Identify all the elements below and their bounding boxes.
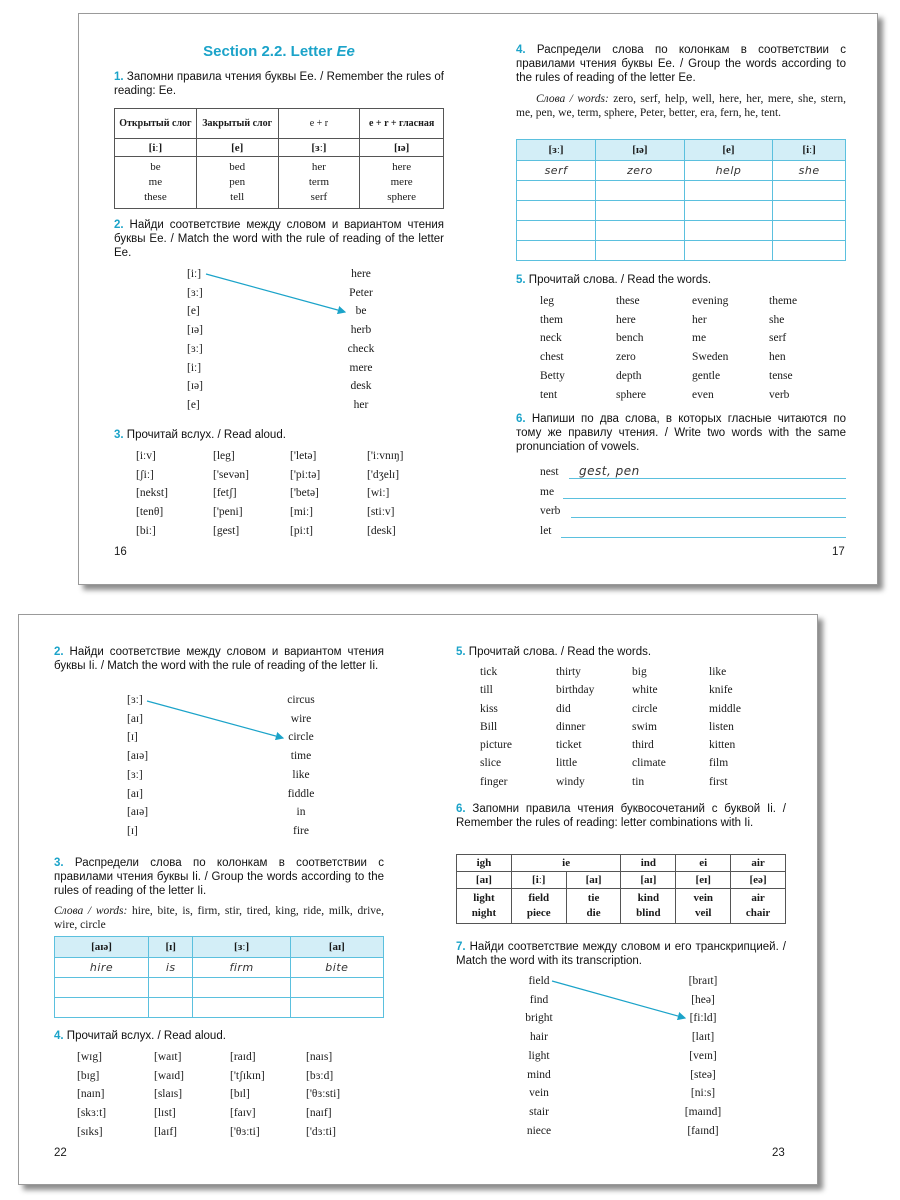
answer-cell[interactable]: bite (290, 958, 383, 978)
exercise-number: 7. (456, 941, 466, 953)
match-sound[interactable]: [ɪ] (127, 824, 138, 837)
match-sound[interactable]: [ɪə] (187, 324, 203, 337)
match-transcription[interactable]: [heə] (691, 993, 715, 1006)
words-col-4: theme she serf hen tense verb (769, 295, 798, 401)
match-word[interactable]: Peter (349, 286, 373, 299)
exercise-text: Запомни правила чтения буквосочетаний с буквой Ii. / Remember the rules of reading: letter combinations with Ii. (456, 803, 786, 829)
match-sound[interactable]: [aɪ] (127, 787, 143, 800)
empty-cell[interactable] (596, 221, 685, 241)
match-sound[interactable]: [iː] (187, 268, 202, 280)
read-aloud-col-3: ['letə] ['piːtə] ['betə] [miː] [piːt] (290, 450, 321, 537)
grouping-table (516, 139, 846, 261)
column-header: [ɪə] (596, 140, 685, 161)
sound-cell: [iː] (115, 139, 197, 157)
match-word[interactable]: light (528, 1049, 550, 1062)
exercise-3-instruction (114, 428, 444, 442)
exercise-5-instruction (516, 273, 846, 287)
table-header: e + r + гласная (360, 109, 444, 139)
match-sound[interactable]: [ɪə] (187, 380, 203, 393)
letter-combinations-table (456, 854, 786, 924)
table-cell: here mere sphere (360, 157, 444, 209)
empty-cell[interactable] (684, 221, 773, 241)
answer-cell[interactable]: serf (517, 161, 596, 181)
write-labels: nest me verb let (540, 466, 561, 537)
empty-cell[interactable] (517, 201, 596, 221)
word-list-label: Слова / words: (536, 93, 609, 105)
empty-cell[interactable] (684, 241, 773, 261)
match-transcription[interactable]: [laɪt] (691, 1031, 715, 1044)
words-col-1: tick till kiss Bill picture slice finger (480, 666, 512, 788)
exercise-number: 4. (516, 44, 526, 56)
read-aloud-col-2: [waɪt] [waɪd] [slaɪs] [lɪst] [laɪf] (154, 1051, 185, 1138)
sound-cell: [ɜː] (278, 139, 360, 157)
words-col-3: big white circle swim third climate tin (632, 666, 666, 788)
empty-cell[interactable] (55, 998, 149, 1018)
words-col-4: like knife middle listen kitten film first (709, 666, 741, 788)
match-word[interactable]: circus (287, 694, 315, 706)
exercise-text: Прочитай вслух. / Read aloud. (66, 1030, 226, 1042)
match-word[interactable]: mind (527, 1068, 551, 1081)
match-sound[interactable]: [ɜː] (187, 342, 203, 355)
exercise-number: 6. (456, 803, 466, 815)
table-cell: kind blind (621, 889, 676, 924)
empty-cell[interactable] (773, 241, 846, 261)
answer-cell[interactable]: firm (193, 958, 290, 978)
match-word[interactable]: fiddle (287, 787, 315, 800)
match-transcription[interactable]: [steə] (690, 1068, 716, 1081)
spread-pages-16-17 (78, 13, 878, 585)
table-header: igh (457, 855, 512, 872)
exercise-number: 2. (54, 646, 64, 658)
empty-cell[interactable] (773, 221, 846, 241)
word-list (54, 904, 384, 932)
exercise-number: 2. (114, 219, 124, 231)
empty-cell[interactable] (149, 978, 193, 998)
answer-cell[interactable]: is (149, 958, 193, 978)
table-cell: field piece (511, 889, 566, 924)
section-title-letter: Ee (336, 43, 355, 60)
match-word[interactable]: circle (288, 731, 314, 744)
empty-cell[interactable] (596, 201, 685, 221)
empty-cell[interactable] (193, 998, 290, 1018)
page-number: 23 (772, 1147, 785, 1159)
match-right-column (671, 972, 735, 1140)
match-word[interactable]: hair (530, 1031, 548, 1044)
sound-cell: [e] (196, 139, 278, 157)
table-cell: be me these (115, 157, 197, 209)
words-col-3: evening her me Sweden gentle even (692, 295, 729, 401)
sound-cell: [eɪ] (676, 872, 731, 889)
write-line[interactable] (569, 478, 846, 479)
write-line[interactable] (563, 498, 846, 499)
empty-cell[interactable] (517, 221, 596, 241)
match-word[interactable]: here (351, 268, 371, 280)
match-sound[interactable]: [ɜː] (127, 768, 143, 781)
empty-cell[interactable] (517, 181, 596, 201)
section-title-text: Section 2.2. Letter (203, 43, 337, 60)
page-number: 17 (832, 546, 845, 558)
exercise-number: 1. (114, 71, 124, 83)
match-word[interactable]: niece (526, 1124, 552, 1137)
empty-cell[interactable] (684, 201, 773, 221)
exercise-number: 3. (54, 857, 64, 869)
page-number: 22 (54, 1147, 67, 1159)
exercise-text: Напиши по два слова, в которых гласные читаются по тому же правилу чтения. / Write two words with the same pronunciation of vowels. (516, 413, 846, 453)
exercise-4-instruction (516, 43, 846, 85)
read-aloud-col-1: [iːv] [ʃiː] [nekst] [tenθ] [biː] (136, 450, 168, 537)
sound-cell: [ɪə] (360, 139, 444, 157)
word-list (516, 92, 846, 120)
table-header: ei (676, 855, 731, 872)
word-list-text: hire, bite, is, firm, stir, tired, king, ride, milk, drive, wire, circle (54, 905, 384, 931)
match-word[interactable]: vein (529, 1087, 549, 1100)
grouping-table (54, 936, 384, 1018)
spread-pages-22-23 (18, 614, 818, 1185)
empty-cell[interactable] (684, 181, 773, 201)
table-cell: her term serf (278, 157, 360, 209)
exercise-text: Распредели слова по колонкам в соответствии с правилами чтения буквы Ii. / Group the words according to the rules of reading of the letter Ii. (54, 857, 384, 897)
match-word[interactable]: wire (290, 712, 312, 725)
read-aloud-col-3: [raɪd] ['tʃɪkɪn] [bɪl] [faɪv] ['θɜːti] (230, 1051, 265, 1138)
sound-cell: [eə] (731, 872, 786, 889)
exercise-text: Распредели слова по колонкам в соответствии с правилами чтения буквы Ee. / Group the words according to the rules of reading of the letter Ee. (516, 44, 846, 84)
match-word[interactable]: stair (529, 1105, 549, 1118)
exercise-6-instruction (456, 802, 786, 830)
exercise-number: 6. (516, 413, 526, 425)
match-word[interactable]: be (355, 305, 367, 318)
empty-cell[interactable] (773, 201, 846, 221)
write-line[interactable] (571, 517, 846, 518)
match-sound[interactable]: [e] (187, 305, 200, 318)
exercise-text: Найди соответствие между словом и вариантом чтения буквы Ee. / Match the word with the rule of reading of the letter Ee. (114, 219, 444, 259)
empty-cell[interactable] (596, 241, 685, 261)
empty-cell[interactable] (149, 998, 193, 1018)
match-word[interactable]: check (347, 342, 375, 355)
match-sound[interactable]: [aɪə] (127, 806, 149, 819)
exercise-text: Найди соответствие между словом и вариантом чтения буквы Ii. / Match the word with the rule of reading of the letter Ii. (54, 646, 384, 672)
match-sound[interactable]: [aɪ] (127, 712, 143, 725)
match-sound[interactable]: [ɪ] (127, 731, 138, 744)
table-cell: tie die (566, 889, 621, 924)
exercise-text: Запомни правила чтения буквы Ee. / Remember the rules of reading: Ee. (114, 71, 444, 97)
words-col-1: leg them neck chest Betty tent (540, 295, 565, 401)
match-word[interactable]: field (528, 975, 550, 987)
read-aloud-col-4: [naɪs] [bɜːd] ['θɜːsti] [naɪf] ['dɜːti] (306, 1051, 341, 1138)
table-header: air (731, 855, 786, 872)
empty-cell[interactable] (596, 181, 685, 201)
exercise-number: 3. (114, 429, 124, 441)
table-cell: vein veil (676, 889, 731, 924)
exercise-text: Прочитай слова. / Read the words. (528, 274, 712, 286)
match-sound[interactable]: [ɜː] (187, 286, 203, 299)
empty-cell[interactable] (55, 978, 149, 998)
exercise-6-instruction (516, 412, 846, 454)
sound-cell: [aɪ] (621, 872, 676, 889)
match-word[interactable]: time (290, 750, 312, 763)
match-word[interactable]: mere (349, 361, 373, 374)
table-header: e + r (278, 109, 360, 139)
match-sound[interactable]: [ɜː] (127, 694, 143, 706)
match-transcription[interactable]: [veɪn] (689, 1049, 717, 1062)
exercise-text: Найди соответствие между словом и его транскрипцией. / Match the word with its transcription. (456, 941, 786, 967)
match-word[interactable]: herb (350, 324, 372, 337)
exercise-text: Прочитай вслух. / Read aloud. (126, 429, 286, 441)
table-header: ie (511, 855, 621, 872)
match-sound[interactable]: [aɪə] (127, 750, 149, 763)
column-header: [iː] (773, 140, 846, 161)
read-aloud-col-4: ['iːvnɪŋ] ['dʒelɪ] [wiː] [stiːv] [desk] (367, 450, 404, 537)
write-line[interactable] (561, 537, 846, 538)
match-sound[interactable]: [e] (187, 398, 200, 411)
match-word[interactable]: like (292, 768, 310, 781)
sound-cell: [iː] (511, 872, 566, 889)
match-transcription[interactable]: [braɪt] (688, 975, 718, 987)
words-col-2: thirty birthday did dinner ticket little windy (556, 666, 595, 788)
table-cell: light night (457, 889, 512, 924)
answer-cell[interactable]: help (684, 161, 773, 181)
empty-cell[interactable] (290, 978, 383, 998)
word-list-text: zero, serf, help, well, here, her, mere, she, stern, me, pen, we, term, sphere, Peter, better, era, fern, he, tent. (516, 93, 846, 119)
word-list-label: Слова / words: (54, 905, 128, 917)
match-transcription[interactable]: [fiːld] (689, 1012, 717, 1025)
column-header: [aɪə] (55, 937, 149, 958)
column-header: [aɪ] (290, 937, 383, 958)
table-header: ind (621, 855, 676, 872)
empty-cell[interactable] (517, 241, 596, 261)
table-header: Закрытый слог (196, 109, 278, 139)
table-cell: air chair (731, 889, 786, 924)
sound-cell: [aɪ] (566, 872, 621, 889)
column-header: [e] (684, 140, 773, 161)
exercise-number: 4. (54, 1030, 64, 1042)
exercise-number: 5. (456, 646, 466, 658)
empty-cell[interactable] (290, 998, 383, 1018)
exercise-7-instruction (456, 940, 786, 968)
match-word[interactable]: in (296, 806, 306, 819)
read-aloud-col-1: [wɪg] [bɪg] [naɪn] [skɜːt] [sɪks] (77, 1051, 107, 1138)
match-word[interactable]: fire (293, 824, 309, 837)
exercise-4-instruction (54, 1029, 384, 1043)
exercise-number: 5. (516, 274, 526, 286)
table-header: Открытый слог (115, 109, 197, 139)
answer-cell[interactable]: zero (596, 161, 685, 181)
read-aloud-col-2: [leg] ['sevən] [fetʃ] ['peni] [gest] (213, 450, 249, 537)
match-word[interactable]: find (529, 993, 549, 1006)
column-header: [ɜː] (193, 937, 290, 958)
column-header: [ɪ] (149, 937, 193, 958)
column-header: [ɜː] (517, 140, 596, 161)
match-word[interactable]: her (353, 398, 369, 411)
exercise-5-instruction (456, 645, 786, 659)
match-word[interactable]: desk (350, 380, 372, 393)
empty-cell[interactable] (773, 181, 846, 201)
match-word[interactable]: bright (525, 1012, 553, 1025)
empty-cell[interactable] (193, 978, 290, 998)
page-number: 16 (114, 546, 127, 558)
match-transcription[interactable]: [maɪnd] (684, 1105, 722, 1118)
sound-cell: [aɪ] (457, 872, 512, 889)
match-sound[interactable]: [iː] (187, 361, 202, 374)
handwritten-answer[interactable]: gest, pen (579, 464, 640, 478)
table-cell: bed pen tell (196, 157, 278, 209)
exercise-text: Прочитай слова. / Read the words. (468, 646, 652, 658)
exercise-3-instruction (54, 856, 384, 898)
match-transcription[interactable]: [faɪnd] (687, 1124, 719, 1137)
answer-cell[interactable]: she (773, 161, 846, 181)
answer-cell[interactable]: hire (55, 958, 149, 978)
words-col-2: these here bench zero depth sphere (616, 295, 647, 401)
match-left-column (509, 972, 569, 1140)
match-transcription[interactable]: [niːs] (690, 1087, 716, 1100)
